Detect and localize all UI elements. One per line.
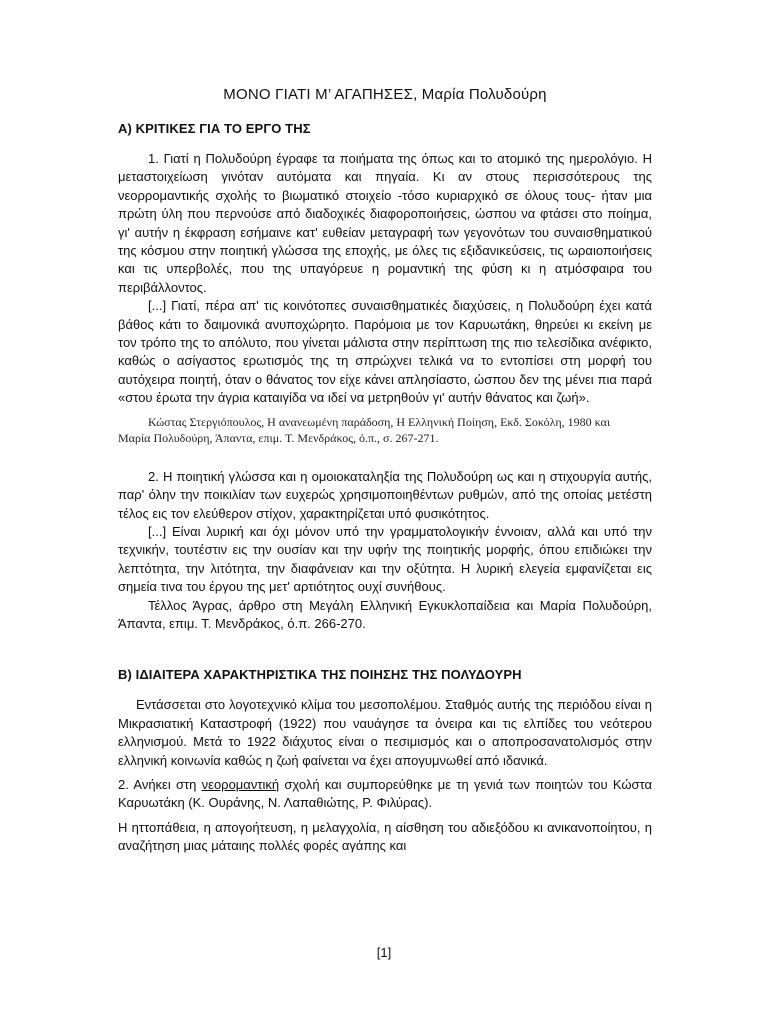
paragraph-2-start: 2. Ανήκει στη xyxy=(118,776,202,792)
section-b-paragraph-2 xyxy=(118,776,652,813)
section-a-paragraph-2: [...] Γιατί, πέρα απ' τις κοινότοπες συναισθηματικές διαχύσεις, η Πολυδούρη έχει κατά βάθος κάτι το δαιμονικά ανυποχώρητο. Παρόμοια με τον Καρυωτάκη, θηρεύει κι εκείνη με τον τρόπο της το απόλυτο, που γίνεται μάλιστα στην περίπτωση της πιο τελεσίδικα ανέφικτο, καθώς ο ασίγαστος ερωτισμός της τη σπρώχνει τελικά να το εντοπίσει στη μορφή του αυτόχειρα ποιητή, όταν ο θάνατος τον είχε κάνει απλησίαστο, ώσπου δεν της μένει πια παρά «στου έρωτα την άγρια καταιγίδα να ιδεί να μετρηθούν γι' αυτήν θάνατος και ζωή». xyxy=(118,298,652,406)
underlined-term: νεορομαντική xyxy=(201,776,280,792)
paragraph-2-end: σχολή και συμπορεύθηκε με τη γενιά των ποιητών του Κώστα Καρυωτάκη (Κ. Ουράνης, Ν. Λαπαθιώτης, Ρ. Φιλύρας). xyxy=(118,776,652,811)
section-a-paragraph-4: [...] Είναι λυρική και όχι μόνον υπό την γραμματολογικήν έννοιαν, αλλά και υπό την τεχνικήν, τουτέστιν εις την ουσίαν και την υφήν της ποιητικής μορφής, όπου επιδιώκει την λεπτότητα, την λιτότητα, την διαφάνειαν και την οξύτητα. Η λυρική ελεγεία εμφανίζεται εις σημεία τινα του έργου της μετ' αρτιότητος ουχί συνήθους. xyxy=(118,523,652,595)
section-b-paragraph-1: Εντάσσεται στο λογοτεχνικό κλίμα του μεσοπολέμου. Σταθμός αυτής της περιόδου είναι η Μικρασιατική Καταστροφή (1922) που ναυάγησε τα όνειρα και τις ελπίδες του νεότερου ελληνισμού. Μετά το 1922 διάχυτος είναι ο πεσιμισμός και ο αποπροσανατολισμός στην ελληνική κοινωνία καθώς η ζωή φαίνεται να έχει απογυμνωθεί από ιδανικά. xyxy=(118,697,652,768)
section-b-paragraph-3: Η ηττοπάθεια, η απογοήτευση, η μελαγχολία, η αίσθηση του αδιεξόδου κι ανικανοποίητου, η αναζήτηση μιας μάταιης πολλές φορές αγάπης και xyxy=(118,819,652,854)
document-title: ΜΟΝΟ ΓΙΑΤΙ Μ’ ΑΓΑΠΗΣΕΣ, Μαρία Πολυδούρη xyxy=(223,86,547,103)
section-a-paragraph-1: 1. Γιατί η Πολυδούρη έγραφε τα ποιήματα της όπως και το ατομικό της ημερολόγιο. Η μεταστοιχείωση γινόταν αυτόματα και πηγαία. Κι αν στους περισσότερους της νεορρομαντικής σχολής το βιωματικό στοιχείο -τόσο κυριαρχικό σε όλους τους- ήταν μια πρώτη ύλη που περνούσε από διαδοχικές διαφοροποιήσεις, ώσπου να φτάσει στο ποίημα, γι' αυτήν η έκφραση εσήμαινε κατ' ευθείαν μεταγραφή των γεγονότων του συναισθηματικού της κόσμου στην ποιητική γλώσσα της εποχής, με όλες τις εξιδανικεύσεις, τις ωραιοποιήσεις και τις υπερβολές, που της υπαγόρευε η ρομαντική της φύση κι η ατμόσφαιρα του περιβάλλοντος. xyxy=(118,151,652,295)
spacer xyxy=(118,446,652,468)
section-b-heading: Β) ΙΔΙΑΙΤΕΡΑ ΧΑΡΑΚΤΗΡΙΣΤΙΚΑ ΤΗΣ ΠΟΙΗΣΗΣ ΤΗΣ ΠΟΛΥΔΟΥΡΗ xyxy=(118,667,522,683)
section-a-paragraph-3: 2. Η ποιητική γλώσσα και η ομοιοκαταληξία της Πολυδούρη ως και η στιχουργία αυτής, παρ' όλην την ποικιλίαν των ευχερώς χρησιμοποιηθέντων ρυθμών, από της οποίας μετέστη τέλος εις τον ελεύθερον στίχον, χαρακτηρίζεται υπό φυσικότητος. xyxy=(118,468,652,521)
citation-1-line-1: Κώστας Στεργιόπουλος, Η ανανεωμένη παράδοση, Η Ελληνική Ποίηση, Εκδ. Σοκόλη, 1980 και xyxy=(148,414,611,429)
citation-2: Τέλλος Άγρας, άρθρο στη Μεγάλη Ελληνική Εγκυκλοπαίδεια και Μαρία Πολυδούρη, Άπαντα, επιμ. Τ. Μενδράκος, ό.π. 266-270. xyxy=(118,597,652,631)
document-page xyxy=(118,86,652,856)
citation-1-line-2: Μαρία Πολυδούρη, Άπαντα, επιμ. Τ. Μενδράκος, ό.π., σ. 267-271. xyxy=(118,430,439,445)
page-number: [1] xyxy=(376,945,392,960)
spacer xyxy=(118,633,652,667)
section-a-heading: Α) ΚΡΙΤΙΚΕΣ ΓΙΑ ΤΟ ΕΡΓΟ ΤΗΣ xyxy=(118,121,311,136)
